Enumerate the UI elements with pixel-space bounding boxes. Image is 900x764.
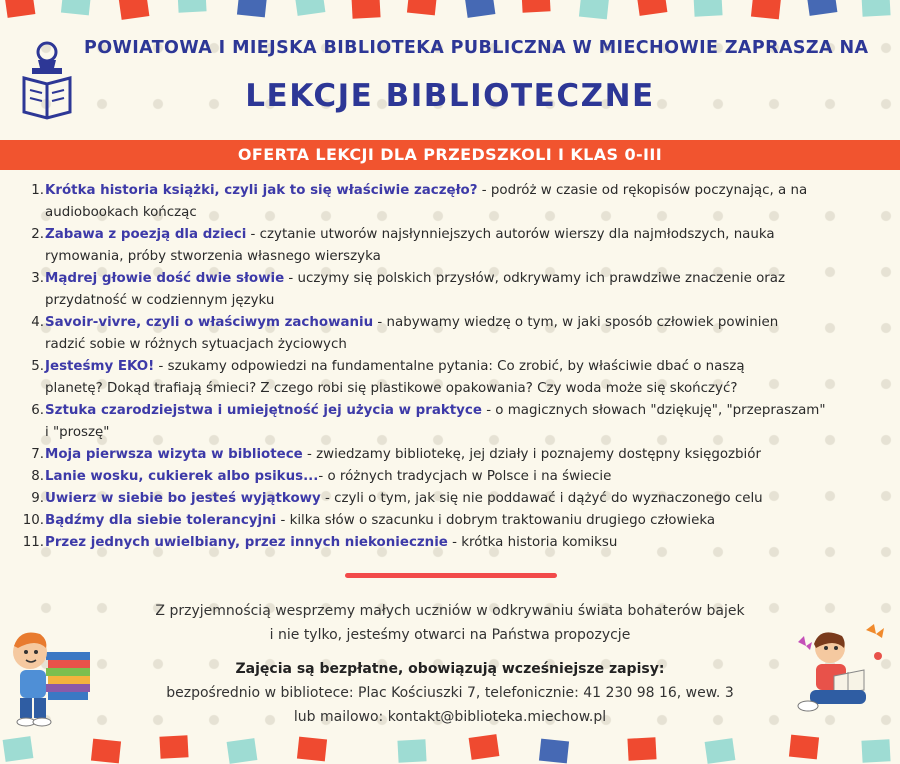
bunting-flag-icon bbox=[861, 0, 890, 17]
bunting-flag-icon bbox=[539, 739, 569, 764]
lesson-description-cont: i "proszę" bbox=[45, 425, 110, 440]
page-title: LEKCJE BIBLIOTECZNE bbox=[245, 78, 655, 114]
list-item bbox=[0, 444, 870, 466]
lesson-description-cont: audiobookach kończąc bbox=[45, 205, 197, 220]
bunting-flag-icon bbox=[91, 739, 121, 764]
bunting-flag-icon bbox=[159, 735, 188, 758]
lesson-description: - zwiedzamy bibliotekę, jej działy i poznajemy dostępny księgozbiór bbox=[302, 447, 761, 462]
lesson-description-cont: rymowania, próby stworzenia własnego wierszyka bbox=[45, 249, 381, 264]
lesson-description: - uczymy się polskich przysłów, odkrywamy ich prawdziwe znaczenie oraz bbox=[284, 271, 786, 286]
lesson-description: - krótka historia komiksu bbox=[447, 535, 618, 550]
list-item bbox=[0, 268, 870, 312]
list-item bbox=[0, 180, 870, 224]
footer-contact-email: lub mailowo: kontakt@biblioteka.miechow.pl bbox=[293, 709, 607, 725]
list-number: 10. bbox=[22, 513, 44, 528]
lesson-title: Savoir-vivre, czyli o właściwym zachowaniu bbox=[45, 315, 374, 330]
lesson-title: Jesteśmy EKO! bbox=[45, 359, 155, 374]
bunting-flag-icon bbox=[751, 0, 781, 19]
bunting-flag-icon bbox=[237, 0, 267, 17]
bunting-flag-icon bbox=[705, 738, 736, 764]
lesson-title: Krótka historia książki, czyli jak to się właściwie zaczęło? bbox=[45, 183, 478, 198]
list-item bbox=[0, 224, 870, 268]
lesson-description-cont: radzić sobie w różnych sytuacjach życiowych bbox=[45, 337, 347, 352]
list-number: 11. bbox=[22, 535, 44, 550]
lesson-description: - czytanie utworów najsłynniejszych autorów wierszy dla najmłodszych, nauka bbox=[246, 227, 775, 242]
bunting-flag-icon bbox=[297, 737, 327, 762]
lesson-title: Mądrej głowie dość dwie słowie bbox=[45, 271, 285, 286]
lesson-title: Uwierz w siebie bo jesteś wyjątkowy bbox=[45, 491, 321, 506]
lesson-list bbox=[0, 180, 870, 554]
bunting-flag-icon bbox=[807, 0, 838, 16]
list-number: 8. bbox=[31, 469, 44, 484]
offer-banner: OFERTA LEKCJI DLA PRZEDSZKOLI I KLAS 0-III bbox=[0, 140, 900, 170]
list-number: 3. bbox=[31, 271, 44, 286]
section-divider bbox=[345, 573, 557, 578]
list-item bbox=[0, 488, 870, 510]
list-number: 7. bbox=[31, 447, 44, 462]
lesson-title: Lanie wosku, cukierek albo psikus... bbox=[45, 469, 319, 484]
list-item bbox=[0, 356, 870, 400]
bunting-flag-icon bbox=[693, 0, 722, 17]
lesson-title: Moja pierwsza wizyta w bibliotece bbox=[45, 447, 303, 462]
lesson-title: Sztuka czarodziejstwa i umiejętność jej użycia w praktyce bbox=[45, 403, 482, 418]
lesson-description: - o magicznych słowach "dziękuję", "przepraszam" bbox=[481, 403, 826, 418]
bunting-flag-icon bbox=[789, 735, 819, 760]
bunting-flag-icon bbox=[119, 0, 150, 20]
list-number: 1. bbox=[31, 183, 44, 198]
list-item bbox=[0, 466, 870, 488]
lesson-description: - podróż w czasie od rękopisów poczynając, a na bbox=[477, 183, 808, 198]
bunting-flag-icon bbox=[637, 0, 668, 16]
lesson-title: Przez jednych uwielbiany, przez innych niekoniecznie bbox=[45, 535, 448, 550]
bunting-flag-icon bbox=[397, 739, 426, 762]
lesson-title: Zabawa z poezją dla dzieci bbox=[45, 227, 247, 242]
bunting-flag-icon bbox=[521, 0, 550, 13]
list-item bbox=[0, 400, 870, 444]
bunting-flag-icon bbox=[465, 0, 496, 18]
footer-invite-line-1: Z przyjemnością wesprzemy małych uczniów w odkrywaniu świata bohaterów bajek bbox=[155, 603, 745, 619]
list-number: 4. bbox=[31, 315, 44, 330]
list-number: 2. bbox=[31, 227, 44, 242]
list-number: 5. bbox=[31, 359, 44, 374]
bunting-flag-icon bbox=[5, 0, 36, 18]
lesson-description: - kilka słów o szacunku i dobrym traktowaniu drugiego człowieka bbox=[276, 513, 716, 528]
list-number: 6. bbox=[31, 403, 44, 418]
list-item bbox=[0, 312, 870, 356]
bunting-flag-icon bbox=[627, 737, 656, 760]
lesson-description: - o różnych tradycjach w Polsce i na świecie bbox=[318, 469, 612, 484]
bunting-flag-icon bbox=[177, 0, 206, 13]
footer-info-heading: Zajęcia są bezpłatne, obowiązują wcześniejsze zapisy: bbox=[235, 661, 665, 677]
list-item bbox=[0, 532, 870, 554]
lesson-description: - szukamy odpowiedzi na fundamentalne pytania: Co zrobić, by właściwie dbać o naszą bbox=[154, 359, 745, 374]
footer-invite-line-2: i nie tylko, jesteśmy otwarci na Państwa propozycje bbox=[269, 627, 631, 643]
bunting-flag-icon bbox=[407, 0, 437, 15]
lesson-description-cont: planetę? Dokąd trafiają śmieci? Z czego robi się plastikowe opakowania? Czy woda może się skończyć? bbox=[45, 381, 738, 396]
lesson-description-cont: przydatność w codziennym języku bbox=[45, 293, 275, 308]
page-subtitle: POWIATOWA I MIEJSKA BIBLIOTEKA PUBLICZNA W MIECHOWIE ZAPRASZA NA bbox=[84, 38, 869, 58]
lesson-title: Bądźmy dla siebie tolerancyjni bbox=[45, 513, 277, 528]
bunting-flag-icon bbox=[579, 0, 609, 19]
bunting-flag-icon bbox=[227, 738, 258, 764]
boy-with-books-icon bbox=[6, 618, 102, 728]
reading-child-icon bbox=[790, 620, 894, 724]
bunting-flag-icon bbox=[469, 734, 500, 760]
bunting-flag-icon bbox=[3, 736, 34, 762]
list-item bbox=[0, 510, 870, 532]
lesson-description: - czyli o tym, jak się nie poddawać i dążyć do wyznaczonego celu bbox=[320, 491, 763, 506]
bunting-flag-icon bbox=[61, 0, 91, 15]
bunting-flag-icon bbox=[861, 739, 890, 762]
bunting-flag-icon bbox=[351, 0, 380, 19]
footer-contact-address: bezpośrednio w bibliotece: Plac Kościuszki 7, telefonicznie: 41 230 98 16, wew. 3 bbox=[166, 685, 734, 701]
lesson-description: - nabywamy wiedzę o tym, w jaki sposób człowiek powinien bbox=[373, 315, 779, 330]
list-number: 9. bbox=[31, 491, 44, 506]
bunting-flag-icon bbox=[295, 0, 326, 16]
